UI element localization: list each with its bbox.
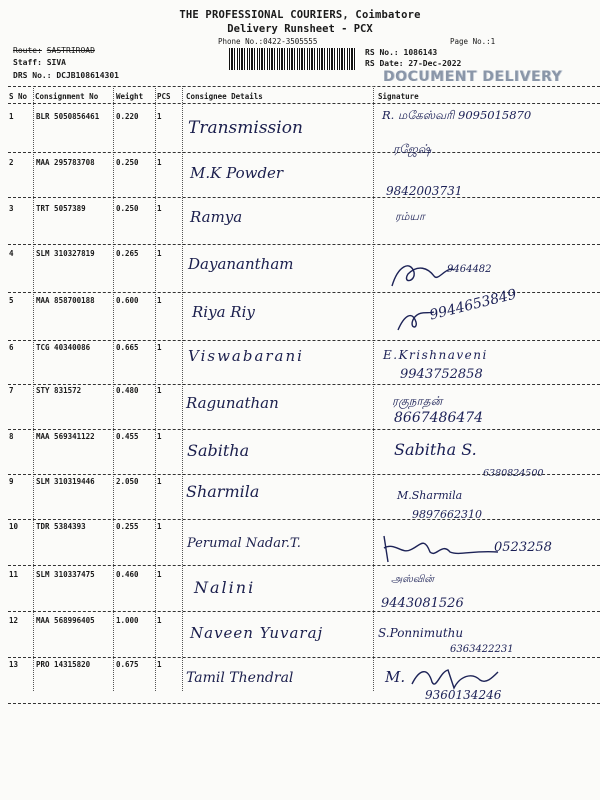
row-signature-extra: 9897662310 <box>412 508 482 521</box>
row-signature: 9944653849 <box>428 286 519 324</box>
row-weight: 0.480 <box>116 386 139 395</box>
row-signature-extra: 9360134246 <box>425 688 502 702</box>
col-separator <box>155 86 156 691</box>
col-header-signature: Signature <box>378 92 419 101</box>
row-weight: 0.455 <box>116 432 139 441</box>
row-consignment: TDR 5384393 <box>36 522 86 531</box>
row-weight: 1.000 <box>116 616 139 625</box>
row-consignment: BLR 5050856461 <box>36 112 100 121</box>
row-pcs: 1 <box>157 158 162 167</box>
row-consignment: SLM 310327819 <box>36 249 95 258</box>
row-divider <box>8 703 600 704</box>
row-divider <box>8 611 600 612</box>
row-sno: 3 <box>9 204 14 213</box>
drs-number: DRS No.: DCJB108614301 <box>13 71 119 80</box>
row-signature-extra: 9943752858 <box>400 367 483 382</box>
col-header-consignment: Consignment No <box>35 92 99 101</box>
row-consignee-name: Perumal Nadar.T. <box>187 536 301 551</box>
row-pcs: 1 <box>157 477 162 486</box>
header-bottom-rule <box>8 103 600 104</box>
route-value: SASTRIROAD <box>46 46 95 55</box>
row-consignment: TRT 5057389 <box>36 204 86 213</box>
row-consignee-name: Sabitha <box>187 441 250 460</box>
row-consignment: MAA 858700188 <box>36 296 95 305</box>
row-pcs: 1 <box>157 386 162 395</box>
row-divider <box>8 429 600 430</box>
row-sno: 5 <box>9 296 14 305</box>
row-weight: 0.220 <box>116 112 139 121</box>
row-signature-extra: 8667486474 <box>394 410 484 426</box>
row-signature: R. மகேஸ்வரி 9095015870 <box>382 108 532 122</box>
rs-number: RS No.: 1086143 <box>365 48 438 57</box>
row-consignee-name: M.K Powder <box>190 164 284 182</box>
row-pcs: 1 <box>157 343 162 352</box>
row-sno: 13 <box>9 660 19 669</box>
row-weight: 0.675 <box>116 660 139 669</box>
row-divider <box>8 340 600 341</box>
row-sno: 8 <box>9 432 14 441</box>
row-divider <box>8 197 600 198</box>
row-weight: 0.250 <box>116 204 139 213</box>
row-consignment: TCG 40340086 <box>36 343 91 352</box>
row-divider <box>8 474 600 475</box>
row-sno: 12 <box>9 616 19 625</box>
row-divider <box>8 152 600 153</box>
col-header-pcs: PCS <box>157 92 171 101</box>
header-top-rule <box>8 86 600 87</box>
route-label: Route: <box>13 46 42 55</box>
row-weight: 0.255 <box>116 522 139 531</box>
row-consignment: STY 831572 <box>36 386 82 395</box>
row-signature: 0523258 <box>494 540 552 555</box>
row-sno: 7 <box>9 386 14 395</box>
row-consignee-name: Ragunathan <box>186 394 279 412</box>
row-consignee-name: Transmission <box>188 118 303 138</box>
row-consignee-name: Nalini <box>194 578 256 597</box>
col-separator <box>373 86 374 691</box>
row-signature-extra: 9443081526 <box>381 596 464 611</box>
row-divider <box>8 244 600 245</box>
row-weight: 0.460 <box>116 570 139 579</box>
row-consignee-name: Viswabarani <box>188 347 304 365</box>
row-pcs: 1 <box>157 660 162 669</box>
row-signature: ரகுநாதன் <box>392 394 443 408</box>
row-consignment: MAA 569341122 <box>36 432 95 441</box>
col-separator <box>113 86 114 691</box>
row-divider <box>8 657 600 658</box>
row-consignee-name: Ramya <box>190 208 243 226</box>
row-weight: 0.250 <box>116 158 139 167</box>
row-signature: 9842003731 <box>386 184 463 198</box>
rs-date: RS Date: 27-Dec-2022 <box>365 59 462 68</box>
row-signature-extra: 6380824500 <box>483 468 544 479</box>
row-signature-extra: ரம்யா <box>395 210 425 223</box>
signature-scribble <box>380 528 500 566</box>
row-divider <box>8 565 600 566</box>
row-signature: M.Sharmila <box>397 489 463 502</box>
row-consignee-name: Riya Riy <box>192 303 255 321</box>
row-weight: 0.265 <box>116 249 139 258</box>
document-delivery-stamp: DOCUMENT DELIVERY <box>383 69 563 85</box>
page-number: Page No.:1 <box>450 37 496 46</box>
route-info <box>13 46 95 55</box>
row-consignment: PRO 14315820 <box>36 660 91 669</box>
row-pcs: 1 <box>157 204 162 213</box>
row-signature: 9464482 <box>447 264 492 275</box>
row-weight: 0.665 <box>116 343 139 352</box>
row-pcs: 1 <box>157 112 162 121</box>
row-sno: 6 <box>9 343 14 352</box>
row-pcs: 1 <box>157 432 162 441</box>
row-pcs: 1 <box>157 616 162 625</box>
staff-info: Staff: SIVA <box>13 58 66 67</box>
col-header-weight: Weight <box>116 92 144 101</box>
row-signature-extra: 6363422231 <box>450 644 514 655</box>
row-consignee-name: Sharmila <box>186 482 260 501</box>
row-sno: 11 <box>9 570 19 579</box>
row-sno: 9 <box>9 477 14 486</box>
row-consignee-name: Tamil Thendral <box>186 670 294 686</box>
col-separator <box>182 86 183 691</box>
row-pcs: 1 <box>157 522 162 531</box>
row-sno: 2 <box>9 158 14 167</box>
col-header-sno: S No <box>9 92 28 101</box>
row-weight: 2.050 <box>116 477 139 486</box>
row-consignee-name: Naveen Yuvaraj <box>190 624 324 642</box>
row-consignment: SLM 310319446 <box>36 477 95 486</box>
row-sno: 10 <box>9 522 19 531</box>
row-pcs: 1 <box>157 296 162 305</box>
row-signature: அஸ்வின் <box>391 574 434 585</box>
col-separator <box>33 86 34 691</box>
row-signature: M. <box>385 668 406 686</box>
barcode-image <box>229 48 357 70</box>
col-header-consignee: Consignee Details <box>186 92 263 101</box>
row-consignment: SLM 310337475 <box>36 570 95 579</box>
row-signature: S.Ponnimuthu <box>378 626 464 640</box>
row-consignment: MAA 568996405 <box>36 616 95 625</box>
row-sno: 4 <box>9 249 14 258</box>
runsheet-subtitle: Delivery Runsheet - PCX <box>227 23 373 35</box>
row-divider <box>8 384 600 385</box>
row-pcs: 1 <box>157 249 162 258</box>
row-sno: 1 <box>9 112 14 121</box>
row-divider <box>8 519 600 520</box>
row-pcs: 1 <box>157 570 162 579</box>
company-title: THE PROFESSIONAL COURIERS, Coimbatore <box>179 9 421 21</box>
row-signature: E.Krishnaveni <box>383 348 488 362</box>
row-signature: ரஜேஷ் <box>393 142 432 156</box>
phone-number: Phone No.:0422-3505555 <box>218 37 318 46</box>
row-weight: 0.600 <box>116 296 139 305</box>
row-consignee-name: Dayanantham <box>188 255 294 273</box>
row-signature: Sabitha S. <box>394 440 477 459</box>
row-consignment: MAA 295783708 <box>36 158 95 167</box>
